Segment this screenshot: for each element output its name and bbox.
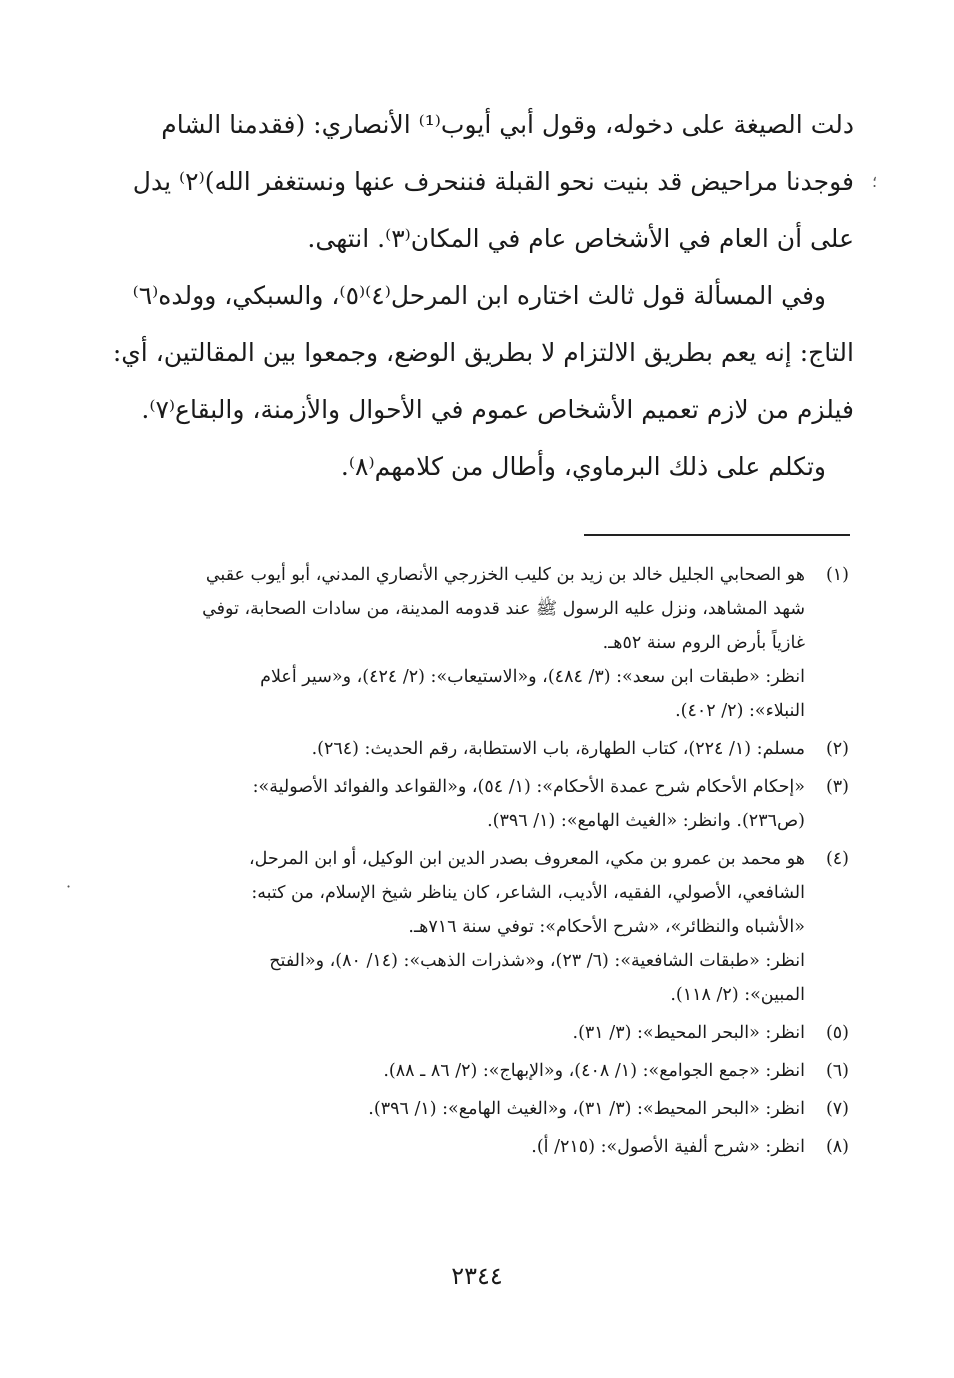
footnote-line: انظر: «طبقات ابن سعد»: (٣/ ٤٨٤)، و«الاستيعاب»: (٢/ ٤٢٤)، و«سير أعلام: [260, 667, 805, 687]
body-line: التاج: إنه يعم بطريق الالتزام لا بطريق الوضع، وجمعوا بين المقالتين، أي:: [112, 338, 854, 367]
margin-mark: ·: [66, 877, 72, 896]
footnote-1: [101, 558, 849, 728]
body-line: فيلزم من لازم تعميم الأشخاص عموم في الأحوال والأزمنة، والبقاع⁽٧⁾.: [141, 395, 854, 424]
footnote-line: انظر: «طبقات الشافعية»: (٦/ ٢٣)، و«شذرات الذهب»: (١٤/ ٨٠)، و«الفتح: [269, 951, 805, 971]
footnote-6: [101, 1054, 849, 1088]
body-line: على أن العام في الأشخاص عام في المكان⁽٣⁾. انتهى.: [307, 224, 854, 253]
footnote-7: [101, 1092, 849, 1126]
footnote-line: هو الصحابي الجليل خالد بن زيد بن كليب الخزرجي الأنصاري المدني، أبو أيوب عقبي: [205, 565, 805, 585]
footnote-line: المبين»: (٢/ ١١٨).: [670, 985, 805, 1005]
footnote-line: الشافعي، الأصولي، الفقيه، الأديب، الشاعر، كان يناظر شيخ الإسلام، من كتبه:: [251, 883, 805, 903]
body-line: دلت الصيغة على دخوله، وقول أبي أيوب⁽¹⁾ الأنصاري: (فقدمنا الشام: [161, 110, 854, 139]
footnote-number: (٨): [825, 1137, 849, 1157]
footnote-4: [101, 842, 849, 1012]
footnote-5: [101, 1016, 849, 1050]
footnote-line: «الأشباه والنظائر»، «شرح الأحكام»: توفي سنة ٧١٦هـ.: [408, 917, 805, 937]
footnote-number: (٣): [825, 777, 849, 797]
footnotes-section: [101, 558, 849, 1168]
footnote-line: انظر: «جمع الجوامع»: (١/ ٤٠٨)، و«الإبهاج»: (٢/ ٨٦ ـ ٨٨).: [383, 1061, 805, 1081]
footnote-number: (٦): [825, 1061, 849, 1081]
footnote-separator: [584, 534, 850, 536]
footnote-number: (٧): [825, 1099, 849, 1119]
body-line: وتكلم على ذلك البرماوي، وأطال من كلامهم⁽٨⁾.: [340, 452, 826, 481]
footnote-2: [101, 732, 849, 766]
footnote-line: انظر: «البحر المحيط»: (٣/ ٣١)، و«الغيث الهامع»: (١/ ٣٩٦).: [368, 1099, 805, 1119]
footnote-8: [101, 1130, 849, 1164]
footnote-line: (ص٢٣٦). وانظر: «الغيث الهامع»: (١/ ٣٩٦).: [487, 811, 805, 831]
footnote-number: (١): [825, 565, 849, 585]
body-line: وفي المسألة قول ثالث اختاره ابن المرحل⁽٤⁾⁽٥⁾، والسبكي، وولده⁽٦⁾: [132, 281, 826, 310]
footnote-line: شهد المشاهد، ونزل عليه الرسول ﷺ عند قدومه المدينة، من سادات الصحابة، توفي: [202, 599, 805, 619]
footnote-line: مسلم: (١/ ٢٢٤)، كتاب الطهارة، باب الاستطابة، رقم الحديث: (٢٦٤).: [311, 739, 805, 759]
margin-mark: ؛: [872, 172, 878, 191]
footnote-3: [101, 770, 849, 838]
footnote-line: انظر: «البحر المحيط»: (٣/ ٣١).: [572, 1023, 805, 1043]
page-number: ٢٣٤٤: [451, 1262, 503, 1290]
body-line: فوجدنا مراحيض قد بنيت نحو القبلة فننحرف عنها ونستغفر الله)⁽٢⁾ يدل: [132, 167, 854, 196]
footnote-line: النبلاء»: (٢/ ٤٠٢).: [675, 701, 805, 721]
footnote-line: «إحكام الأحكام شرح عمدة الأحكام»: (١/ ٥٤)، و«القواعد والفوائد الأصولية»:: [252, 777, 805, 797]
footnote-line: هو محمد بن عمرو بن مكي، المعروف بصدر الدين ابن الوكيل، أو ابن المرحل،: [249, 849, 805, 869]
footnote-line: غازياً بأرض الروم سنة ٥٢هـ.: [602, 633, 805, 653]
footnote-number: (٢): [825, 739, 849, 759]
main-body-text: [112, 96, 854, 495]
footnote-line: انظر: «شرح ألفية الأصول»: (٢١٥/ أ).: [531, 1137, 805, 1157]
footnote-number: (٤): [825, 849, 849, 869]
footnote-number: (٥): [825, 1023, 849, 1043]
